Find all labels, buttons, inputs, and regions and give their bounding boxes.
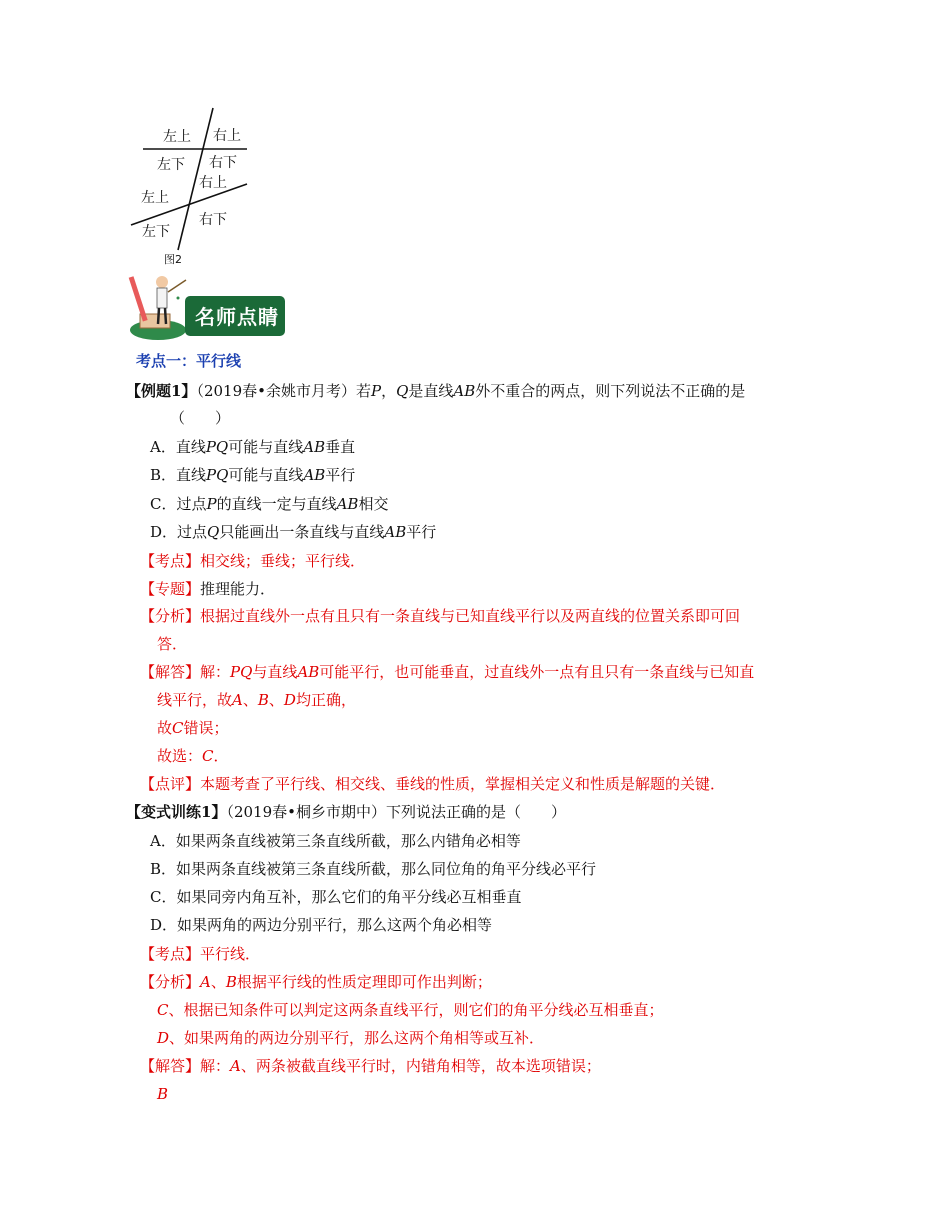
section-title: 考点一：平行线	[136, 352, 242, 370]
option-c: C．过点P的直线一定与直线AB相交	[150, 495, 389, 513]
label-top-right-1: 右上	[213, 128, 241, 144]
example1-tag: 【例题1】	[126, 382, 197, 400]
example1-jieda-2: 线平行，故A、B、D均正确，	[157, 691, 356, 709]
example1-jieda-4: 故选：C．	[157, 747, 229, 765]
variant1-jieda-1: 【解答】解：A、两条被截直线平行时，内错角相等，故本选项错误；	[140, 1057, 601, 1075]
example1-question	[126, 381, 745, 401]
teacher-leg-right	[165, 308, 166, 324]
figure-caption: 图2	[164, 253, 182, 266]
variant1-option-d: D．如果两角的两边分别平行，那么这两个角必相等	[150, 916, 493, 934]
q-suffix: 外不重合的两点，则下列说法不正确的是	[475, 382, 746, 400]
pointer-stick	[168, 280, 186, 292]
teacher-leg-left	[158, 308, 159, 324]
q-point-q: Q	[396, 382, 409, 400]
variant1-kaodian: 【考点】平行线．	[140, 945, 261, 963]
variant1-fenxi-2: C、根据已知条件可以判定这两条直线平行，则它们的角平分线必互相垂直；	[157, 1001, 664, 1019]
label-top-left-2: 左上	[141, 190, 169, 206]
example1-fenxi-cont: 答．	[157, 635, 188, 653]
q-line-ab: AB	[453, 382, 476, 400]
example1-source: （2019春•余姚市月考）	[196, 382, 356, 400]
q-comma: ，	[381, 382, 397, 400]
label-bottom-left-2: 左下	[142, 224, 170, 240]
example1-jieda-3: 故C错误；	[157, 719, 229, 737]
variant1-option-c: C．如果同旁内角互补，那么它们的角平分线必互相垂直	[150, 888, 522, 906]
q-prefix: 若	[355, 382, 371, 400]
example1-zhuanti: 【专题】推理能力．	[140, 580, 276, 598]
variant1-option-b: B．如果两条直线被第三条直线所截，那么同位角的角平分线必平行	[150, 860, 597, 878]
variant1-fenxi-3: D、如果两角的两边分别平行，那么这两个角相等或互补．	[157, 1029, 545, 1047]
label-bottom-left-1: 左下	[157, 157, 185, 173]
label-top-right-2: 右上	[199, 175, 227, 191]
example1-jieda-1: 【解答】解：PQ与直线AB可能平行，也可能垂直，过直线外一点有且只有一条直线与已知直	[140, 663, 755, 681]
label-bottom-right-1: 右下	[209, 155, 237, 171]
example1-dianping: 【点评】本题考查了平行线、相交线、垂线的性质，掌握相关定义和性质是解题的关键．	[140, 775, 726, 793]
variant1-question: 【变式训练1】（2019春•桐乡市期中）下列说法正确的是（ ）	[126, 803, 566, 821]
variant1-option-a: A．如果两条直线被第三条直线所截，那么内错角必相等	[150, 832, 521, 850]
banner-title: 名师点睛	[195, 305, 279, 329]
q-point-p: P	[370, 382, 382, 400]
label-bottom-right-2: 右下	[199, 212, 227, 228]
sparkle-dot	[177, 297, 180, 300]
option-b: B．直线PQ可能与直线AB平行	[150, 466, 356, 484]
example1-kaodian: 【考点】相交线；垂线；平行线．	[140, 552, 366, 570]
teacher-body	[157, 288, 167, 308]
pencil	[129, 276, 148, 321]
teacher-head	[156, 276, 168, 288]
variant1-jieda-2: B	[157, 1085, 169, 1103]
example1-fenxi: 【分析】根据过直线外一点有且只有一条直线与已知直线平行以及两直线的位置关系即可回	[140, 607, 741, 625]
example1-paren: （ ）	[170, 409, 231, 427]
q-mid: 是直线	[408, 382, 454, 400]
label-top-left-1: 左上	[163, 129, 191, 145]
variant1-fenxi-1: 【分析】A、B根据平行线的性质定理即可作出判断；	[140, 973, 492, 991]
option-a: A．直线PQ可能与直线AB垂直	[150, 438, 356, 456]
option-d: D．过点Q只能画出一条直线与直线AB平行	[150, 523, 437, 541]
